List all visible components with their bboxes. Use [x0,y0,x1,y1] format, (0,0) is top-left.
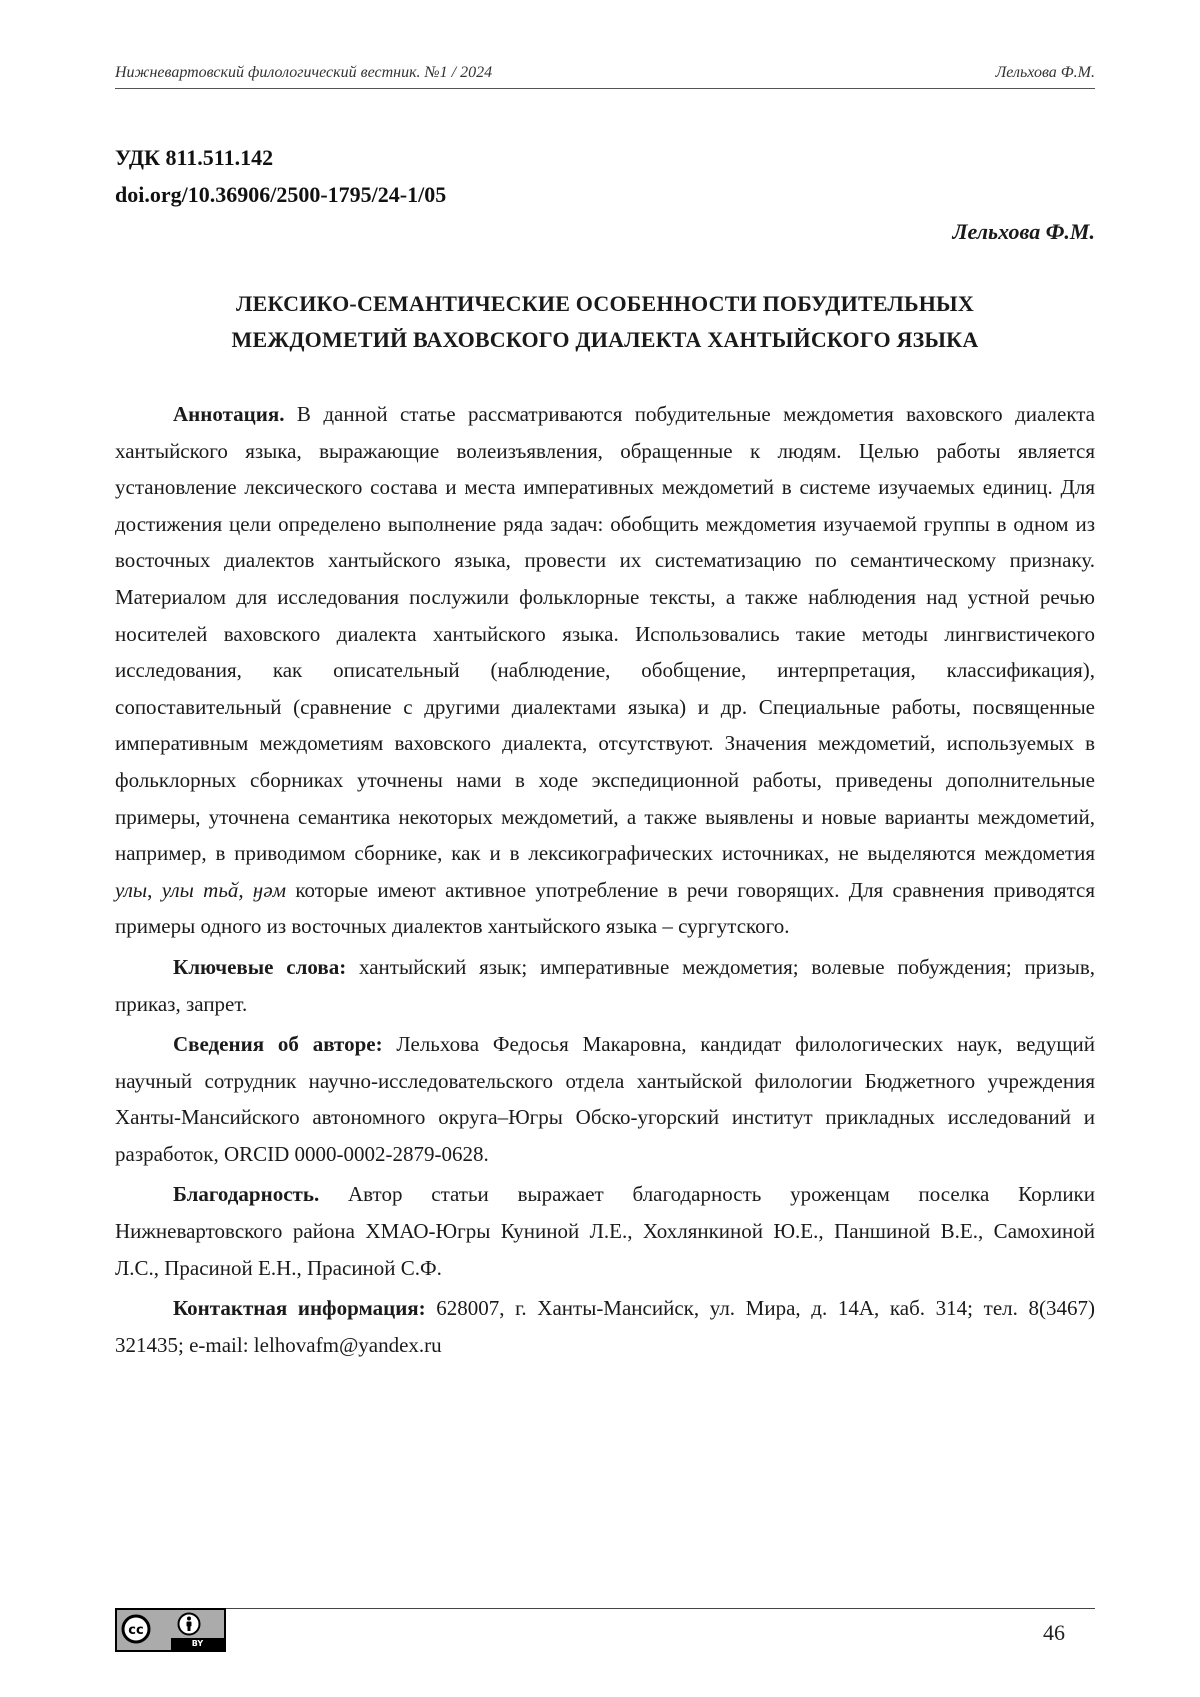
keywords-label: Ключевые слова: [173,954,347,979]
contact-label: Контактная информация: [173,1296,426,1321]
acknowledgment-paragraph [115,1176,1095,1286]
abstract-italic-1: улы [115,877,148,902]
page-number: 46 [1043,1620,1065,1645]
udk-code: УДК 811.511.142 [115,145,274,170]
journal-title: Нижневартовский филологический вестник. №1 / 2024 [115,64,493,81]
title-line-1: ЛЕКСИКО-СЕМАНТИЧЕСКИЕ ОСОБЕННОСТИ ПОБУДИТЕЛЬНЫХ [236,291,974,316]
keywords-paragraph [115,949,1095,1022]
running-header [115,64,1095,89]
license-by-label: BY [171,1638,224,1650]
article-body [115,396,1095,1367]
abstract-label: Аннотация. [173,402,285,426]
abstract-text-1: В данной статье рассматриваются побудительные междометия ваховского диалекта хантыйского языка, выражающие волеизъявления, обращенные к людям. Целью работы является установление лексического состава и места императивных междометий в системе изучаемых единиц. Для достижения цели определено выполнение ряда задач: обобщить междометия изучаемой группы в одном из восточных диалектов хантыйского языка, провести их систематизацию по семантическому признаку. Материалом для исследования послужили фольклорные тексты, а также наблюдения над устной речью носителей ваховского диалекта хантыйского языка. Использовались такие методы лингвистичекого исследования, как описательный (наблюдение, обобщение, интерпретация, классификация), сопоставительный (сравнение с другими диалектами языка) и др. Специальные работы, посвященные императивным междометиям ваховского диалекта, отсутствуют. Значения междометий, используемых в фольклорных сборниках уточнены нами в ходе экспедиционной работы, приведены дополнительные примеры, уточнена семантика некоторых междометий, а также выявлены и новые варианты междометий, например, в приводимом сборнике, как и в лексикографических источниках, не выделяются междометия [115,402,1095,866]
abstract-paragraph [115,396,1095,945]
abstract-separator: , [147,877,162,902]
svg-text:cc: cc [128,1623,144,1638]
abstract-italic-2: улы тьӑ, ӈәм [161,877,287,902]
abstract-text-2: которые имеют активное употребление в речи говорящих. Для сравнения приводятся примеры одного из восточных диалектов хантыйского языка – сургутского. [115,877,1095,939]
cc-circle-icon [121,1614,151,1644]
author-info-text: Лельхова Федосья Макаровна, кандидат филологических наук, ведущий научный сотрудник научно-исследовательского отдела хантыйской филологии Бюджетного учреждения Ханты-Мансийского автономного округа–Югры Обско-угорский институт прикладных исследований и разработок, ORCID 0000-0002-2879-0628. [115,1032,1096,1166]
article-title [115,286,1095,358]
author-info-paragraph [115,1026,1095,1172]
author-info-label: Сведения об авторе: [173,1032,383,1057]
acknowledgment-label: Благодарность. [173,1182,320,1207]
title-line-2: МЕЖДОМЕТИЙ ВАХОВСКОГО ДИАЛЕКТА ХАНТЫЙСКОГО ЯЗЫКА [231,327,979,352]
header-author: Лельхова Ф.М. [995,64,1095,81]
doi-link[interactable]: doi.org/10.36906/2500-1795/24-1/05 [115,182,447,207]
acknowledgment-text: Автор статьи выражает благодарность уроженцам поселка Корлики Нижневартовского района ХМАО-Югры Куниной Л.Е., Хохлянкиной Ю.Е., Паншиной В.Е., Самохиной Л.С., Прасиной Е.Н., Прасиной С.Ф. [115,1182,1095,1280]
attribution-person-icon [177,1612,201,1636]
contact-text: 628007, г. Ханты-Мансийск, ул. Мира, д. 14А, каб. 314; тел. 8(3467) 321435; e-mail: lelhovafm@yandex.ru [115,1296,1095,1357]
keywords-text: хантыйский язык; императивные междометия; волевые побуждения; призыв, приказ, запрет. [115,954,1095,1016]
contact-paragraph [115,1290,1095,1363]
article-author: Лельхова Ф.М. [952,219,1095,244]
cc-by-icon [115,1608,226,1652]
footer-rule [225,1608,1095,1609]
